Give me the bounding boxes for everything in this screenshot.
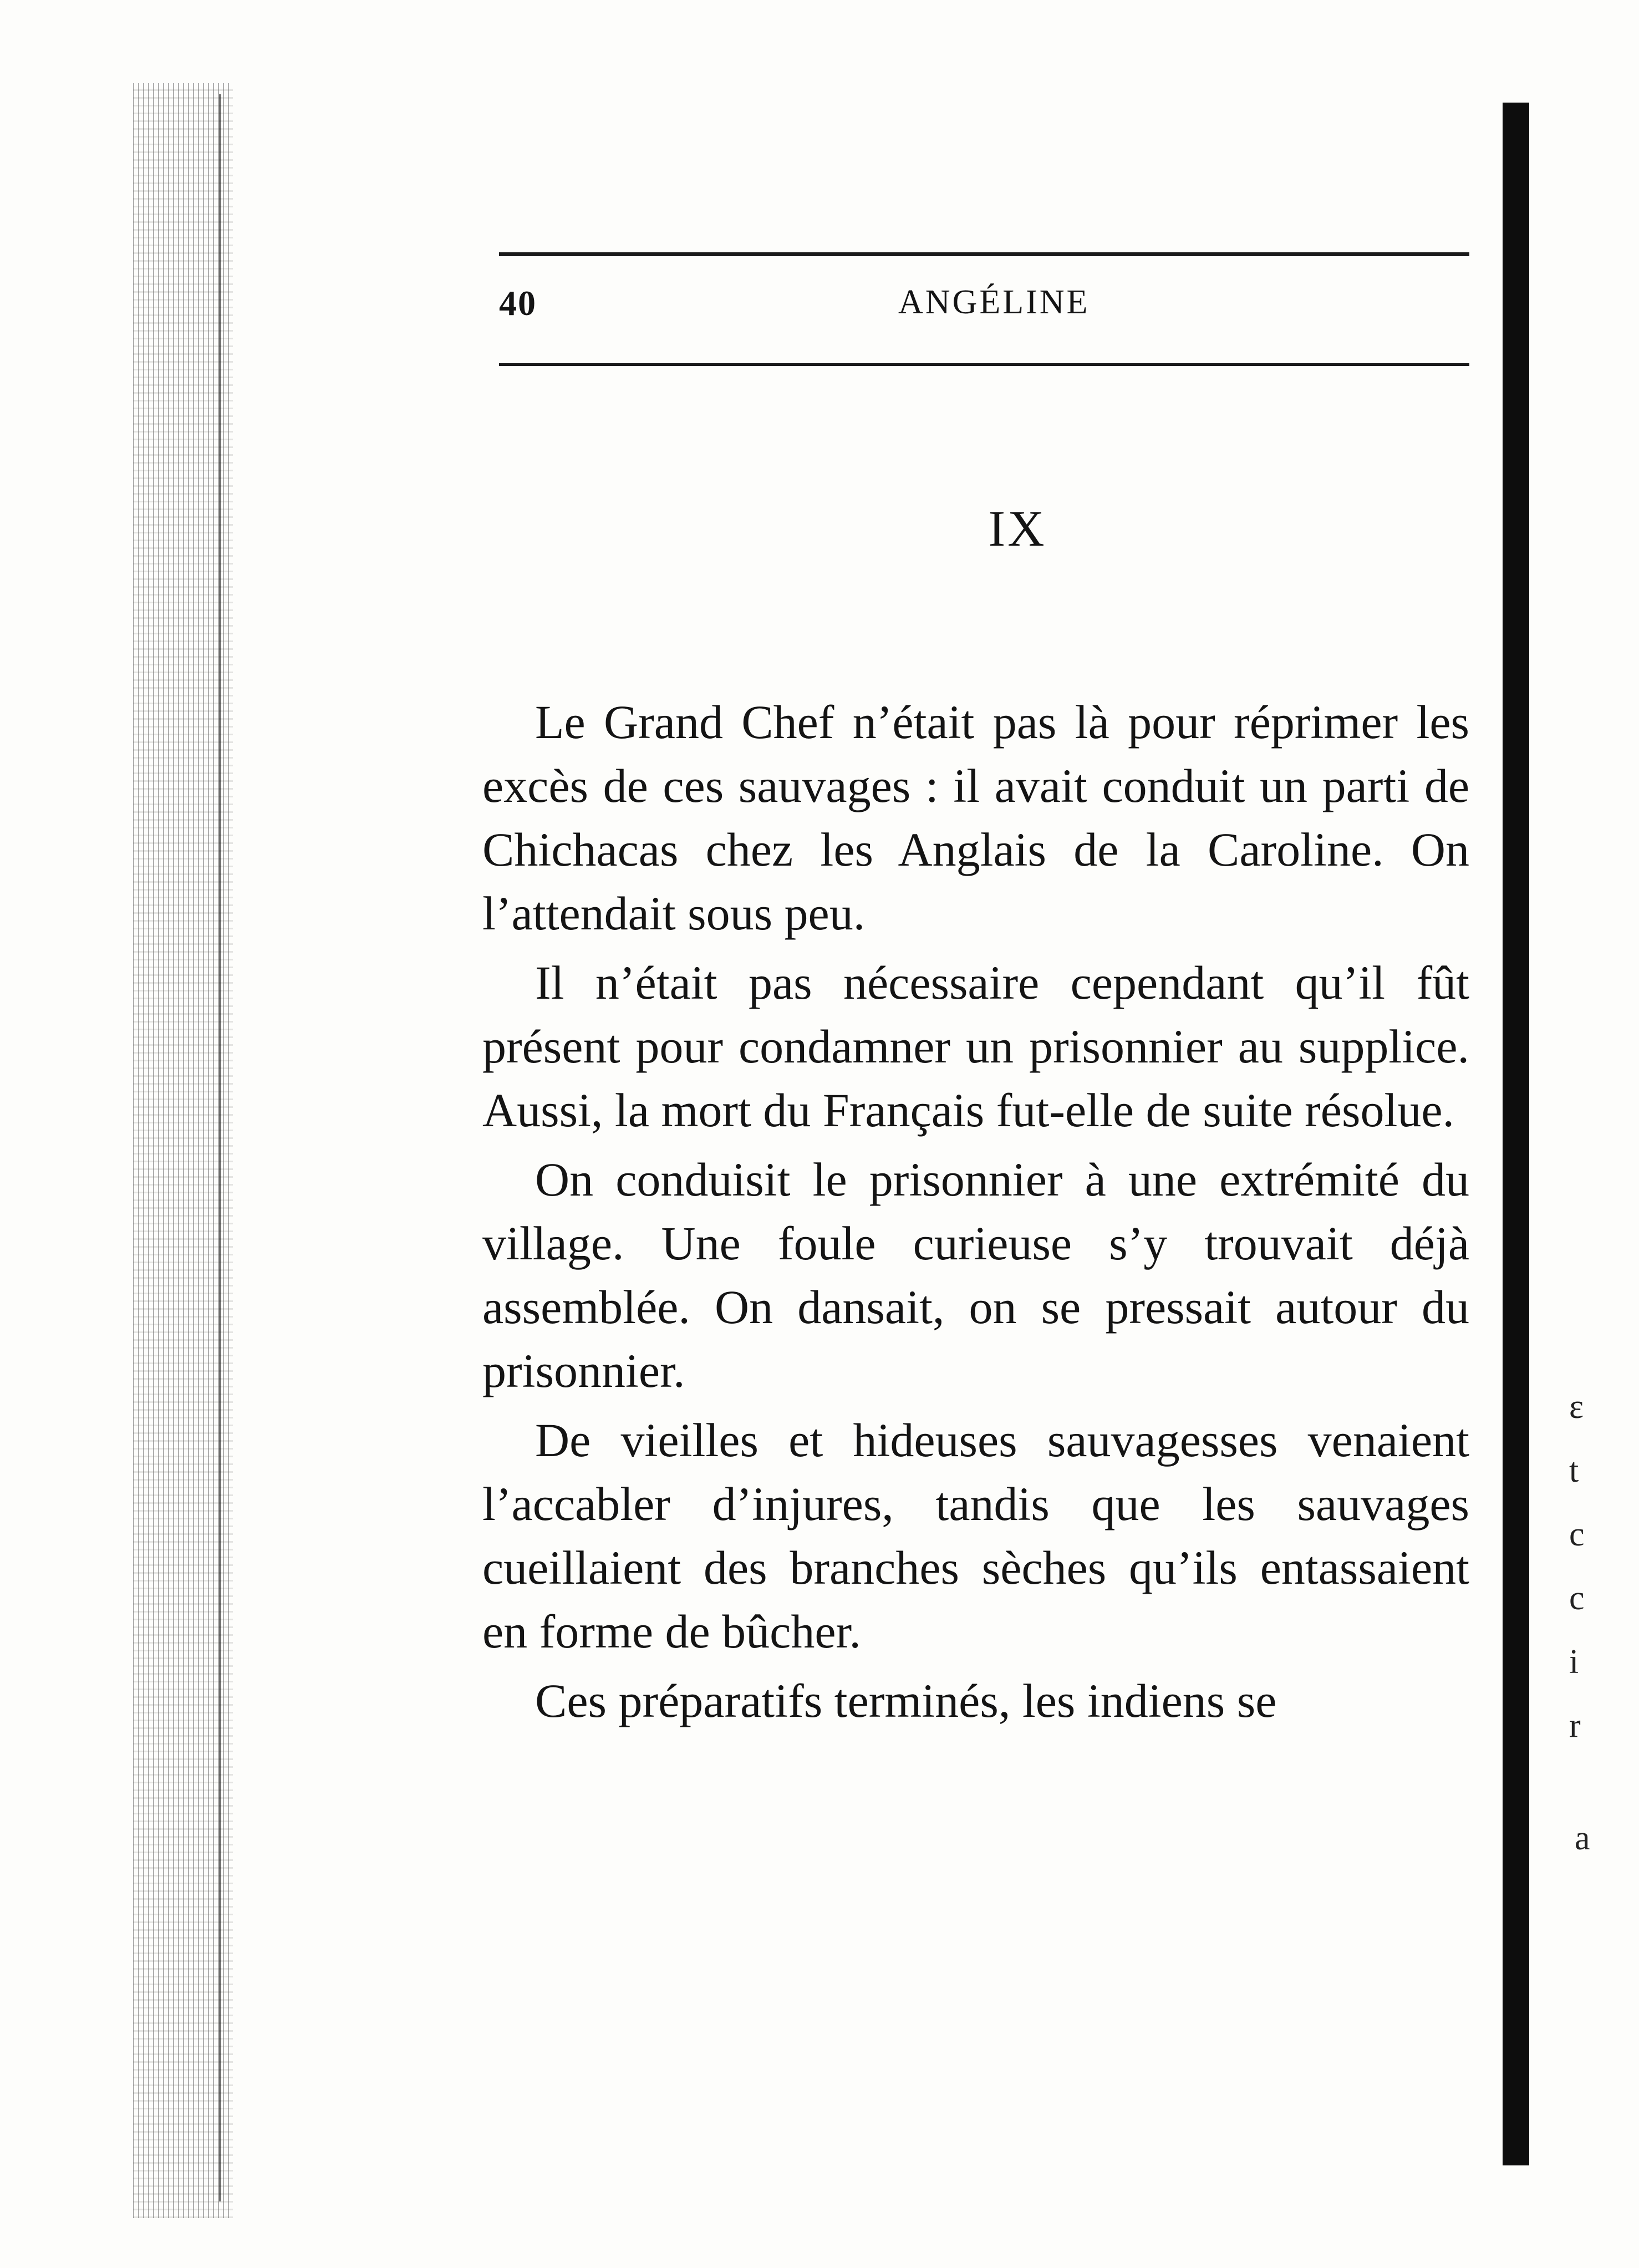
body-text	[482, 690, 1469, 1738]
facing-fragment: i	[1569, 1643, 1579, 1681]
chapter-number: IX	[988, 500, 1047, 557]
facing-page-fragments	[1569, 1375, 1613, 1758]
header-top-rule	[499, 252, 1469, 256]
header-bottom-rule	[499, 363, 1469, 366]
facing-fragment: c	[1569, 1516, 1585, 1553]
page-number: 40	[499, 283, 537, 323]
facing-fragment: ε	[1569, 1388, 1584, 1426]
paragraph: Il n’était pas nécessaire cependant qu’il fût présent pour condamner un prisonnier au supplice. Aussi, la mort du Français fut-elle de suite résolue.	[482, 956, 1469, 1137]
facing-page-edge	[1503, 103, 1529, 2165]
facing-fragment: t	[1569, 1452, 1579, 1489]
paragraph: De vieilles et hideuses sauvagesses venaient l’accabler d’injures, tandis que les sauvages cueillaient des branches sèches qu’ils entassaient en forme de bûcher.	[482, 1413, 1469, 1658]
paragraph: Le Grand Chef n’était pas là pour réprimer les excès de ces sauvages : il avait conduit un parti de Chichacas chez les Anglais de la Caroline. On l’attendait sous peu.	[482, 695, 1469, 940]
gutter-edge-line	[219, 94, 221, 2201]
facing-fragment: a	[1575, 1819, 1590, 1857]
facing-fragment: r	[1569, 1707, 1581, 1745]
paragraph: Ces préparatifs terminés, les indiens se	[535, 1674, 1277, 1727]
running-head: ANGÉLINE	[898, 283, 1090, 321]
paragraph: On conduisit le prisonnier à une extrémité du village. Une foule curieuse s’y trouvait déjà assemblée. On dansait, on se pressait autour du prisonnier.	[482, 1153, 1469, 1397]
binding-gutter	[133, 83, 233, 2218]
facing-fragment: c	[1569, 1579, 1585, 1617]
